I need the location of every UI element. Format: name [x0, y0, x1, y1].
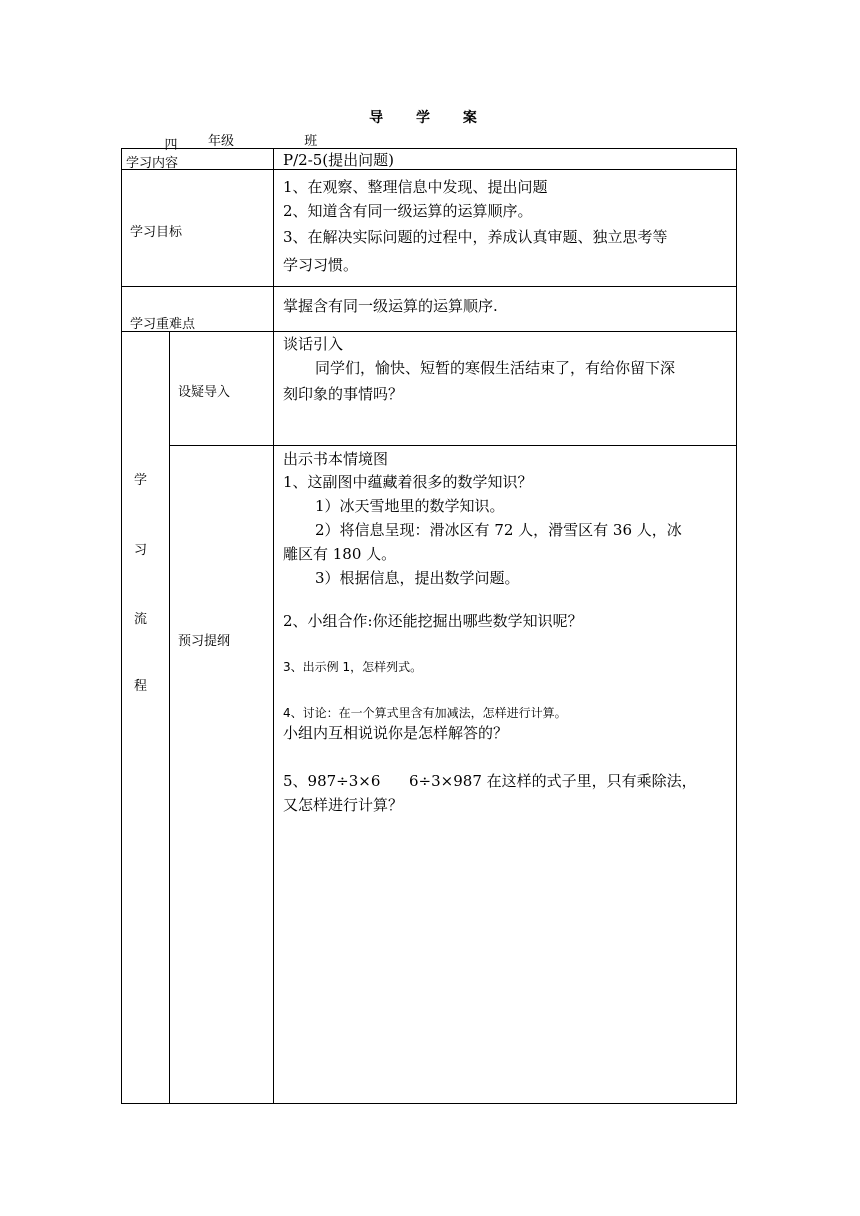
preview-label: 预习提纲	[178, 634, 231, 649]
row-divider	[122, 169, 736, 170]
process-label-char: 程	[134, 679, 148, 694]
grade-value: 四	[160, 134, 182, 149]
row-divider	[169, 445, 736, 446]
class-blank	[244, 134, 296, 149]
blank-underline	[130, 134, 160, 149]
goal-item: 3、在解决实际问题的过程中，养成认真审题、独立思考等	[283, 228, 668, 246]
preview-line: 出示书本情境图	[283, 450, 389, 468]
process-label-char: 学	[134, 473, 148, 488]
process-label-char: 习	[134, 543, 148, 558]
intro-heading: 谈话引入	[283, 335, 344, 353]
goal-item: 2、知道含有同一级运算的运算顺序。	[283, 202, 533, 220]
intro-text: 同学们，愉快、短暂的寒假生活结束了，有给你留下深	[315, 359, 676, 377]
grade-class-line	[130, 130, 318, 153]
goal-item: 学习习惯。	[283, 256, 359, 274]
preview-line: 1、这副图中蕴藏着很多的数学知识？	[283, 473, 533, 491]
preview-line: 雕区有 180 人。	[283, 545, 397, 563]
preview-line: 2、小组合作:你还能挖掘出哪些数学知识呢？	[283, 612, 583, 630]
preview-line: 3、出示例 1，怎样列式。	[283, 660, 423, 674]
blank-underline	[182, 134, 208, 149]
preview-line: 3）根据信息，提出数学问题。	[315, 569, 520, 587]
intro-text: 刻印象的事情吗？	[283, 385, 404, 403]
column-divider	[169, 331, 170, 1103]
row-divider	[122, 286, 736, 287]
preview-line: 4、讨论：在一个算式里含有加减法，怎样进行计算。	[283, 706, 567, 720]
goal-item: 1、在观察、整理信息中发现、提出问题	[283, 178, 548, 196]
class-label: 班	[304, 134, 318, 149]
grade-label: 年级	[208, 134, 235, 149]
key-points-label: 学习重难点	[130, 317, 196, 332]
page-title: 导 学 案	[369, 110, 491, 126]
key-points-value: 掌握含有同一级运算的运算顺序.	[283, 297, 498, 315]
preview-line: 小组内互相说说你是怎样解答的？	[283, 724, 509, 742]
row-divider	[122, 331, 736, 332]
preview-line: 1）冰天雪地里的数学知识。	[315, 497, 505, 515]
goals-label: 学习目标	[130, 225, 183, 240]
content-label: 学习内容	[126, 156, 179, 171]
content-value: P/2-5(提出问题)	[283, 151, 395, 169]
column-divider	[273, 149, 274, 1103]
preview-line: 5、987÷3×6 6÷3×987 在这样的式子里，只有乘除法，	[283, 772, 697, 790]
process-label-char: 流	[134, 612, 148, 627]
preview-line: 又怎样进行计算？	[283, 796, 404, 814]
preview-line: 2）将信息呈现：滑冰区有 72 人，滑雪区有 36 人，冰	[315, 521, 682, 539]
intro-label: 设疑导入	[178, 385, 231, 400]
lesson-table	[121, 148, 737, 1104]
